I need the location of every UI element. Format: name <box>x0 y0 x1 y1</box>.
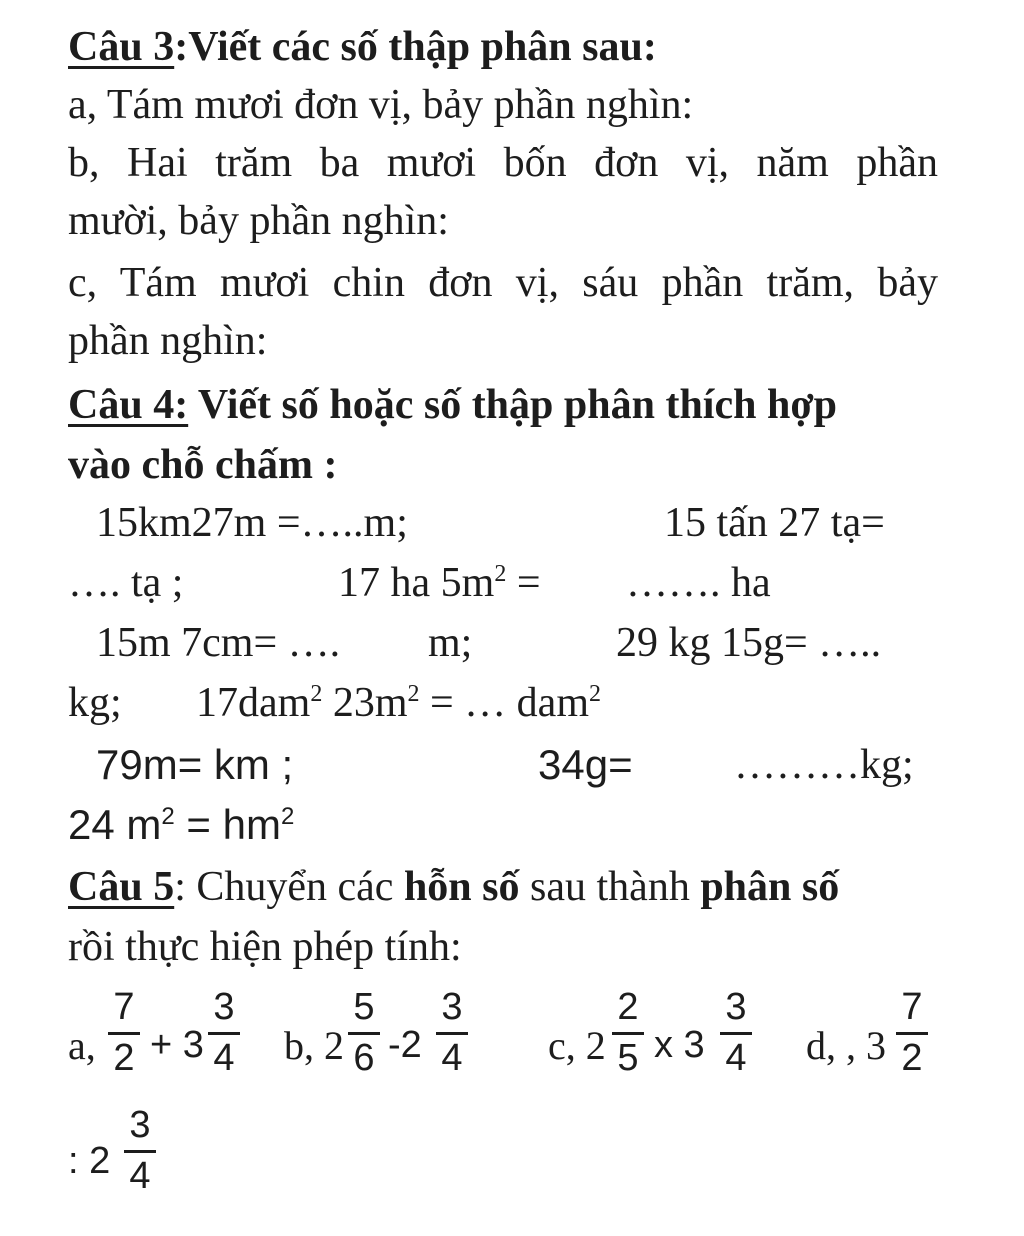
q5-d-f1-num: 7 <box>901 986 923 1028</box>
q5-b-f1-den: 6 <box>353 1037 375 1079</box>
q4-row4-b <box>196 682 601 724</box>
q3-label: Câu 3 <box>68 24 175 70</box>
q5-t1: : Chuyển các <box>174 864 404 910</box>
q4-row1-right: 15 tấn 27 tạ= <box>664 500 885 546</box>
q5-a-plus: + 3 <box>150 1024 204 1066</box>
q5-title-line2: rồi thực hiện phép tính: <box>68 924 462 970</box>
q4-row3-left: 15m 7cm= …. <box>96 620 341 666</box>
q5-d-f2-num: 3 <box>129 1104 151 1146</box>
q4-row5-left: 79m= km ; <box>96 741 294 788</box>
q3-item-b-line2: mười, bảy phần nghìn: <box>68 198 449 244</box>
q4-row2-b-sup: 2 <box>494 561 507 587</box>
q5-a-f1-den: 2 <box>113 1037 135 1079</box>
q5-d-divide: : 2 <box>68 1140 111 1182</box>
q4-label: Câu 4: <box>68 382 189 428</box>
q4-row4-b2: 23m <box>322 680 408 726</box>
q4-row6 <box>68 801 295 848</box>
q4-row3-right: 29 kg 15g= ….. <box>616 620 882 666</box>
q4-row2-c: ……. ha <box>626 560 771 606</box>
q5-a-f2-num: 3 <box>213 986 235 1028</box>
q4-row4-sup3: 2 <box>588 681 601 707</box>
q5-b-label: b, 2 <box>284 1023 344 1068</box>
q5-c-fraction-1 <box>610 988 646 1077</box>
q3-title-text: :Viết các số thập phân sau: <box>174 24 657 70</box>
q3-item-c-line2: phần nghìn: <box>68 318 268 364</box>
q5-c-f1-num: 2 <box>617 986 639 1028</box>
q4-row4-sup2: 2 <box>407 681 420 707</box>
q5-b-f1-num: 5 <box>353 986 375 1028</box>
q5-t3: sau thành <box>519 864 701 910</box>
q5-a-label: a, <box>68 1023 96 1068</box>
q5-c-f2-num: 3 <box>725 986 747 1028</box>
q4-row4-b1: 17dam <box>196 680 311 726</box>
q4-row6-a: 24 m <box>68 801 162 848</box>
q3-title <box>68 26 657 68</box>
q5-d-fraction-1 <box>894 988 930 1077</box>
q5-b-f2-num: 3 <box>441 986 463 1028</box>
q5-c-label: c, 2 <box>548 1023 606 1068</box>
q5-t2: hỗn số <box>403 864 520 910</box>
q5-d-label: d, , 3 <box>806 1023 886 1068</box>
q5-d-f1-den: 2 <box>901 1037 923 1079</box>
q5-b-f2-den: 4 <box>441 1037 463 1079</box>
q4-row6-sup1: 2 <box>161 803 175 830</box>
q4-title-line1 <box>68 384 938 426</box>
q3-item-a: a, Tám mươi đơn vị, bảy phần nghìn: <box>68 82 694 128</box>
q3-item-b-line1: b, Hai trăm ba mươi bốn đơn vị, năm phần <box>68 140 938 186</box>
q3-item-c-line1: c, Tám mươi chin đơn vị, sáu phần trăm, bảy <box>68 260 938 306</box>
q5-c-f2-den: 4 <box>725 1037 747 1079</box>
q5-b-minus: -2 <box>388 1024 422 1066</box>
q4-row4-a: kg; <box>68 680 122 726</box>
q5-label: Câu 5 <box>68 864 175 910</box>
q5-a-f1-num: 7 <box>113 986 135 1028</box>
q5-d-f2-den: 4 <box>129 1155 151 1197</box>
q5-c-fraction-2 <box>718 988 754 1077</box>
q5-a-fraction-2 <box>206 988 242 1077</box>
q4-row2-a: …. tạ ; <box>68 560 184 606</box>
q4-row6-b: = hm <box>174 801 281 848</box>
q5-c-f1-den: 5 <box>617 1037 639 1079</box>
q5-b-fraction-1 <box>346 988 382 1077</box>
q4-row2-b-eq: = <box>506 560 541 606</box>
q5-d-fraction-2 <box>122 1106 158 1195</box>
q4-row1-left: 15km27m =…..m; <box>96 500 408 546</box>
q5-title-line1 <box>68 866 839 908</box>
q4-row2-b <box>338 562 541 604</box>
q4-row3-mid: m; <box>428 620 473 666</box>
q5-a-f2-den: 4 <box>213 1037 235 1079</box>
q5-a-fraction-1 <box>106 988 142 1077</box>
q4-row6-sup2: 2 <box>280 803 295 830</box>
q4-row5-mid: 34g= <box>538 741 633 788</box>
q4-title-text: Viết số hoặc số thập phân thích hợp <box>188 382 837 428</box>
q4-row2-b-text: 17 ha 5m <box>338 560 495 606</box>
q4-row4-b3: = … dam <box>419 680 589 726</box>
q4-title-line2: vào chỗ chấm : <box>68 442 338 488</box>
q5-c-times: x 3 <box>654 1024 705 1066</box>
q4-row4-sup1: 2 <box>310 681 323 707</box>
q4-row5-right: ………kg; <box>734 742 914 788</box>
q5-t4: phân số <box>700 864 840 910</box>
q5-b-fraction-2 <box>434 988 470 1077</box>
